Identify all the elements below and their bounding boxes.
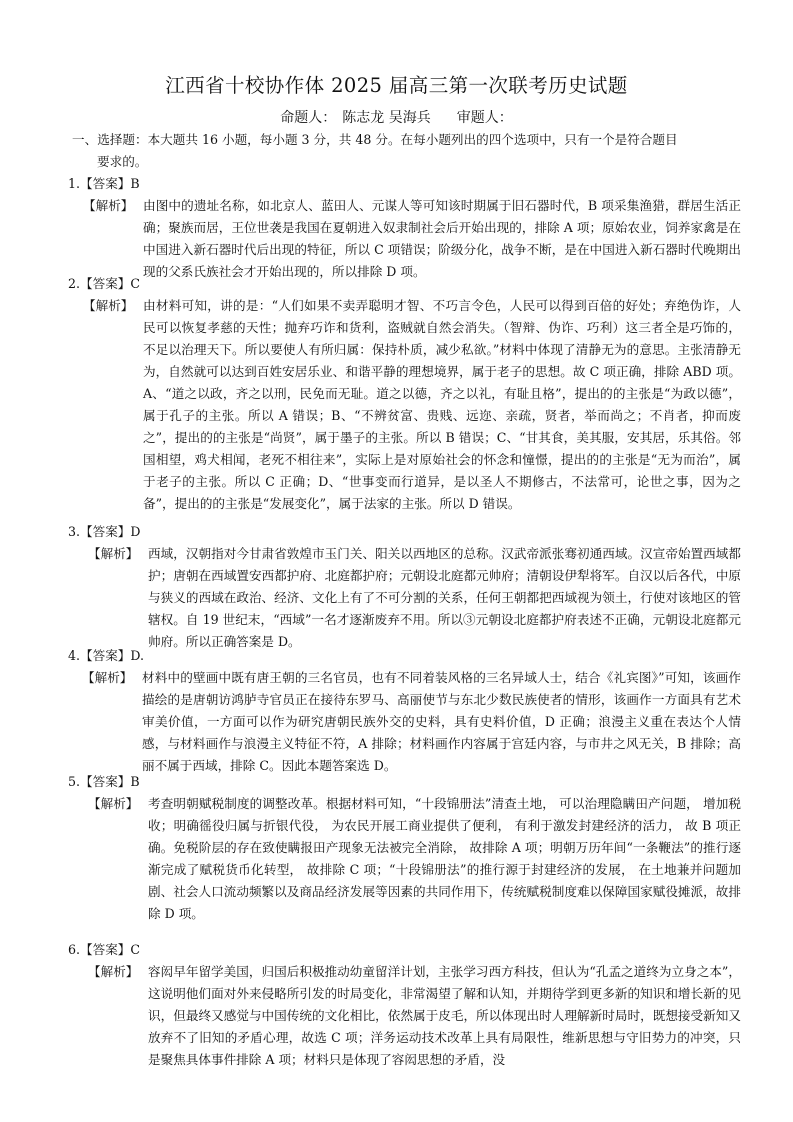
answer-label: 3.【答案】D <box>68 524 141 539</box>
answer-label: 5.【答案】B <box>68 774 140 789</box>
analysis-text: 西域，汉朝指对今甘肃省敦煌市玉门关、阳关以西地区的总称。汉武帝派张骞初通西域。汉宣帝始置西域都护；唐朝在西域置安西都护府、北庭都护府；元朝设北庭都元帅府；清朝设伊犁将军。自汉以后各代，中原与狭义的西域在政治、经济、文化上有了不可分割的关系，任何王朝都把西域视为领土，行使对该地区的管辖权。自 19 世纪末，“西域”一名才逐渐废弃不用。所以③元朝设北庭都护府表述不正确，元朝设北庭都元帅府。所以正确答案是 D。 <box>148 546 741 649</box>
analysis-tag: 【解析】 <box>88 796 139 811</box>
answer-label: 6.【答案】C <box>68 942 141 957</box>
analysis-tag: 【解析】 <box>82 670 133 685</box>
page-title: 江西省十校协作体 2025 届高三第一次联考历史试题 <box>165 74 628 97</box>
author-names: 陈志龙 吴海兵 <box>342 110 431 126</box>
analysis-block <box>83 295 741 515</box>
analysis-block <box>88 793 741 925</box>
answer-label: 4.【答案】D. <box>68 648 145 663</box>
analysis-tag: 【解析】 <box>88 964 139 979</box>
analysis-text: 由图中的遗址名称，如北京人、蓝田人、元谋人等可知该时期属于旧石器时代，B 项采集渔猎，群居生活正确；聚族而居，王位世袭是我国在夏朝进入奴隶制社会后开始出现的，排除 A 项；原始农业，饲养家禽是在中国进入新石器时代后出现的特征，所以 C 项错误；阶级分化，战争不断，是在中国进入新石器时代晚期出现的父系氏族社会才开始出现的，所以排除 D 项。 <box>143 198 741 279</box>
analysis-text: 考查明朝赋税制度的调整改革。根据材料可知，“十段锦册法”清查土地， 可以治理隐瞒田产问题， 增加税收；明确徭役归属与折银代役， 为农民开展工商业提供了便利， 有利于激发封建经济的活力， 故 B 项正确。免税阶层的存在致使瞒报田产现象无法被完全消除， 故排除 A 项；明朝万历年间“一条鞭法”的推行逐渐完成了赋税货币化转型， 故排除 C 项；“十段锦册法”的推行源于封建经济的发展， 在土地兼并问题加剧、社会人口流动频繁以及商品经济发展等因素的共同作用下，传统赋税制度难以保障国家赋役摊派，故排除 D 项。 <box>148 796 741 921</box>
answer-label: 2.【答案】C <box>68 276 141 291</box>
analysis-text: 材料中的壁画中既有唐王朝的三名官员，也有不同着装风格的三名异域人士，结合《礼宾图》”可知，该画作描绘的是唐朝访鸿胪寺官员正在接待东罗马、高丽使节与东北少数民族使者的情形，该画作一方面具有艺术审美价值，一方面可以作为研究唐朝民族外交的史料，具有史料价值，D 正确；浪漫主义重在表达个人情感，与材料画作与浪漫主义特征不符，A 排除；材料画作内容属于宫廷内容，与市井之风无关，B 排除；高丽不属于西域，排除 C。因此本题答案选 D。 <box>142 670 741 773</box>
analysis-tag: 【解析】 <box>83 198 134 213</box>
author-line <box>0 107 793 127</box>
section-heading <box>72 129 752 173</box>
analysis-block <box>82 667 741 777</box>
analysis-block <box>88 961 741 1071</box>
analysis-text: 由材料可知，讲的是：“人们如果不卖弄聪明才智、不巧言令色，人民可以得到百倍的好处；弃绝伪诈，人民可以恢复孝慈的天性；抛弃巧诈和货利，盗贼就自然会消失。（智辩、伪诈、巧利）这三者全是巧饰的，不足以治理天下。所以要使人有所归属：保持朴质，减少私欲。”材料中体现了清静无为的意思。主张清静无为，自然就可以达到百姓安居乐业、和谐平静的理想境界，属于老子的思想。故 C 项正确，排除 ABD 项。A、“道之以政，齐之以刑，民免而无耻。道之以德，齐之以礼，有耻且格”，提出的的主张是“为政以德”，属于孔子的主张。所以 A 错误；B、“不辨贫富、贵贱、远迩、亲疏，贤者，举而尚之；不肖者，抑而废之”，提出的的主张是“尚贤”，属于墨子的主张。所以 B 错误；C、“甘其食，美其服，安其居，乐其俗。邻国相望，鸡犬相闻，老死不相往来”，实际上是对原始社会的怀念和憧憬，提出的的主张是“无为而治”，属于老子的主张。所以 C 正确；D、“世事变而行道异，是以圣人不期修古，不法常可，论世之事，因为之备”，提出的的主张是“发展变化”，属于法家的主张。所以 D 错误。 <box>143 298 741 511</box>
author-label: 命题人： <box>280 110 337 126</box>
section-heading-line: 要求的。 <box>97 154 148 169</box>
answer-label: 1.【答案】B <box>68 176 140 191</box>
analysis-text: 容闳早年留学美国，归国后积极推动幼童留洋计划，主张学习西方科技，但认为“孔孟之道终为立身之本”，这说明他们面对外来侵略所引发的时局变化，非常渴望了解和认知，并期待学到更多新的知识和增长新的见识，但最终又感觉与中国传统的文化相比，依然属于皮毛，所以体现出时人理解新时局时，既想接受新知又放弃不了旧知的矛盾心理，故选 C 项；洋务运动技术改革上具有局限性，维新思想与守旧势力的冲突，只是聚焦具体事件排除 A 项；材料只是体现了容闳思想的矛盾，没 <box>148 964 741 1067</box>
analysis-block <box>88 543 741 653</box>
analysis-tag: 【解析】 <box>83 298 134 313</box>
reviewer-label: 审题人： <box>456 110 513 126</box>
analysis-tag: 【解析】 <box>88 546 139 561</box>
analysis-block <box>83 195 741 283</box>
section-heading-line: 一、选择题：本大题共 16 小题，每小题 3 分，共 48 分。在每小题列出的四个选项中，只有一个是符合题目 <box>72 132 678 147</box>
